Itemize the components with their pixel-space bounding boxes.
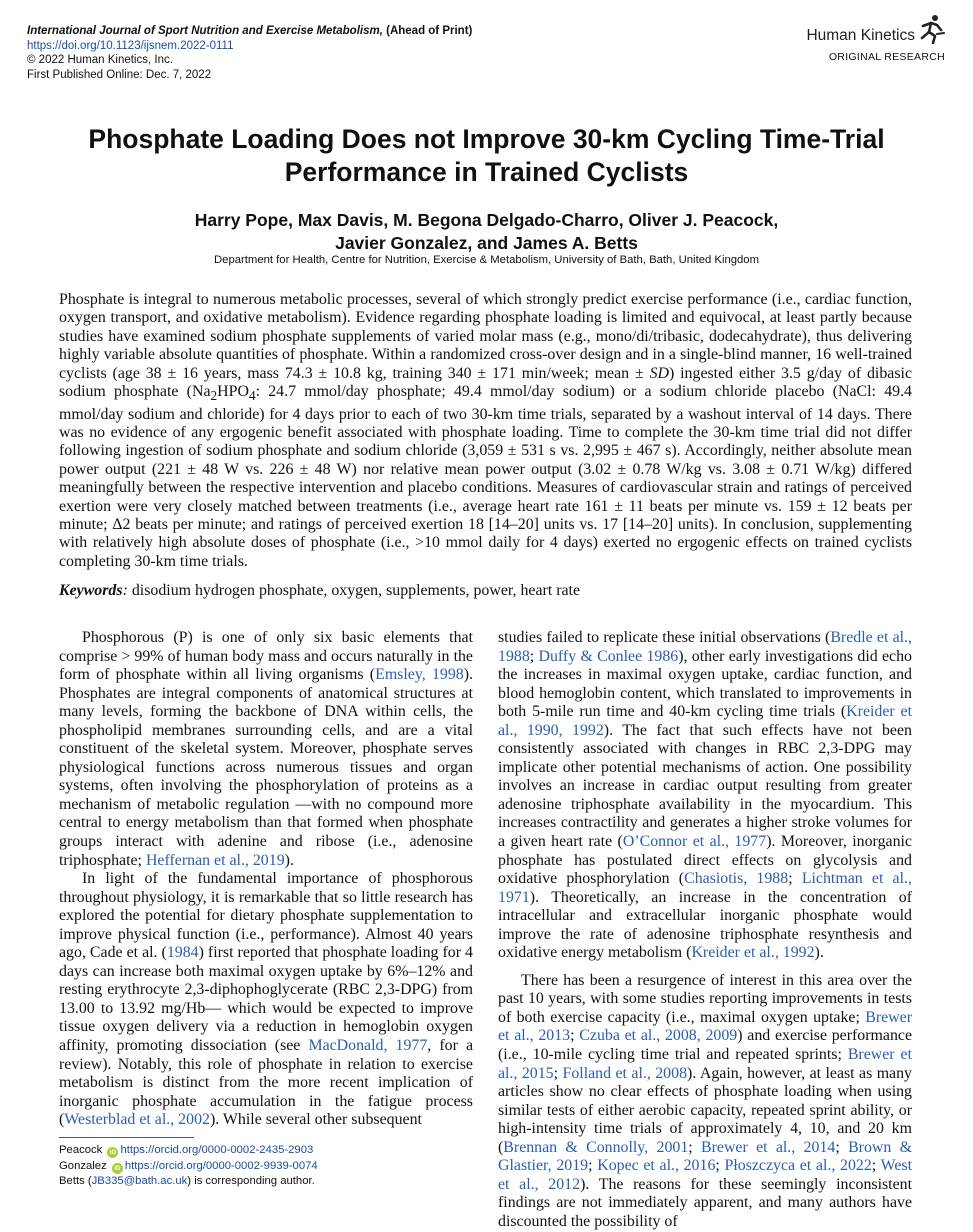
body-text: ). xyxy=(284,851,294,869)
footnote-gonzalez xyxy=(59,1159,318,1175)
citation-link[interactable]: Brown & Glastier, 2019 xyxy=(498,1138,912,1175)
citation-link[interactable]: Brennan & Connolly, 2001 xyxy=(503,1138,689,1156)
body-text: ). The reasons for these seemingly inconsistent findings are not immediately apparent, and many authors have discounted the possibility of xyxy=(498,1175,912,1230)
body-text: studies failed to replicate these initial observations ( xyxy=(498,629,831,646)
publisher-name: Human Kinetics xyxy=(806,27,915,44)
citation-link[interactable]: Kopec et al., 2016 xyxy=(597,1157,716,1175)
abstract-text: SD xyxy=(649,364,669,382)
citation-link[interactable]: Chasiotis, 1988 xyxy=(684,870,789,888)
footnote-author: Peacock xyxy=(59,1144,106,1156)
citation-link[interactable]: Emsley, 1998 xyxy=(375,666,464,684)
body-text: ; xyxy=(553,1064,563,1082)
citation-link[interactable]: O’Connor et al., 1977 xyxy=(622,833,767,851)
body-text: In light of the fundamental importance of phosphorous throughout physiology, it is remarkable that so little research has explored the potential for dietary phosphate supplementation to improve physical function (i.e., performance). Almost 40 years ago, Cade et al. ( xyxy=(59,870,473,962)
authors-line: Javier Gonzalez, and James A. Betts xyxy=(335,233,638,253)
body-text: ). While several other subsequent xyxy=(209,1111,422,1129)
citation-link[interactable]: Brewer et al., 2015 xyxy=(498,1046,912,1082)
keywords-label: Keywords xyxy=(59,582,123,599)
citation-link[interactable]: Brewer et al., 2013 xyxy=(498,1008,912,1045)
body-text: ). Again, however, at least as many articles show no clear effects of phosphate loading when using similar tests of either aerobic capacity, repeated sprint ability, or high-intensity time trials of approximately 4, 10, and 20 km ( xyxy=(498,1064,913,1156)
citation-link[interactable]: Kreider et al., 1992 xyxy=(691,944,815,962)
citation-link[interactable]: Czuba et al., 2008, 2009 xyxy=(579,1027,738,1045)
body-text: ; xyxy=(688,1138,701,1156)
citation-link[interactable]: Heffernan et al., 2019 xyxy=(145,851,285,869)
first-published-date: First Published Online: Dec. 7, 2022 xyxy=(27,68,212,81)
body-paragraph xyxy=(498,629,912,963)
citation-link[interactable]: West et al., 2012 xyxy=(498,1157,912,1193)
body-text: , for a review). Notably, this role of phosphate in relation to exercise metabolism is distinct from the more recent implication of inorganic phosphate accumulation in the fatigue process ( xyxy=(59,1037,474,1129)
author-list xyxy=(30,209,943,255)
body-text: ; xyxy=(835,1138,849,1156)
keywords-text: disodium hydrogen phosphate, oxygen, supplements, power, heart rate xyxy=(127,582,581,599)
citation-link[interactable]: Folland et al., 2008 xyxy=(562,1064,688,1082)
human-kinetics-logo-icon xyxy=(919,14,945,44)
article-type: ORIGINAL RESEARCH xyxy=(828,51,945,63)
footnote-peacock xyxy=(59,1143,318,1159)
abstract-text: : 24.7 mmol/day phosphate; 49.4 mmol/day sodium) or a sodium chloride placebo (NaCl: 49.4 mmol/day sodium and chloride) for 4 days prior to each of two 30-km time trials, separated by a washout interval of 14 days. There was no evidence of any ergogenic benefit associated with phosphate loading. Time to complete the 30-km time trial did not differ following ingestion of sodium phosphate and sodium chloride (3,059 ± 531 s vs. 2,995 ± 467 s). Accordingly, neither absolute mean power output (221 ± 48 W vs. 226 ± 48 W) nor relative mean power output (3.02 ± 0.78 W/kg vs. 3.08 ± 0.71 W/kg) differed meaningfully between the respective intervention and placebo conditions. Measures of cardiovascular strain and ratings of perceived exertion were very closely matched between treatments (i.e., average heart rate 161 ± 11 beats per minute vs. 159 ± 12 beats per minute; Δ2 beats per minute; and ratings of perceived exertion 18 [14–20] units vs. 17 [14–20] units). In conclusion, supplementing with relatively high absolute doses of phosphate (i.e., >10 mmol daily for 4 days) exerted no ergogenic effects on trained cyclists completing 30-km time trials. xyxy=(59,383,912,570)
publisher-block xyxy=(806,14,945,63)
body-text: ). Moreover, inorganic phosphate has postulated direct effects on glycolysis and oxidative phosphorylation ( xyxy=(498,833,912,888)
keywords-colon: : xyxy=(122,582,128,599)
footnote-text: ) is corresponding author. xyxy=(187,1175,315,1188)
body-paragraph xyxy=(498,972,912,1232)
citation-link[interactable]: Bredle et al., 1988 xyxy=(498,629,913,665)
body-text: ), other early investigations did echo the increases in maximal oxygen uptake, cardiac function, and blood hemoglobin content, which translated to improvements in both 5-mile run time and 40-km cycling time trials ( xyxy=(498,647,912,721)
orcid-link[interactable]: https://orcid.org/0000-0002-9939-0074 xyxy=(124,1159,318,1172)
body-text: ; xyxy=(529,647,539,665)
copyright: © 2022 Human Kinetics, Inc. xyxy=(27,54,173,66)
citation-link[interactable]: MacDonald, 1977 xyxy=(308,1037,428,1055)
body-text: ; xyxy=(788,870,802,888)
journal-citation xyxy=(27,24,472,39)
body-text: ). The fact that such effects have not been consistently associated with changes in RBC 2,3-DPG may implicate other potential mechanisms of action. One possibility involves an increase in cardiac output resulting from greater adenosine triphosphate availability in the myocardium. This increases contractility and generates a higher stroke volumes for a given heart rate ( xyxy=(498,721,912,851)
body-text: ; xyxy=(871,1157,881,1175)
email-link[interactable]: JB335@bath.ac.uk xyxy=(91,1175,188,1188)
citation-link[interactable]: Lichtman et al., 1971 xyxy=(498,870,912,906)
journal-name: International Journal of Sport Nutrition and Exercise Metabolism, xyxy=(27,25,383,37)
keywords xyxy=(59,582,912,600)
abstract-text: ) ingested either 3.5 g/day of dibasic sodium phosphate (Na xyxy=(59,364,912,401)
footnote-divider xyxy=(59,1137,194,1138)
body-text: ; xyxy=(570,1027,580,1045)
abstract xyxy=(59,291,912,571)
orcid-icon: iD xyxy=(107,1147,118,1158)
body-text: There has been a resurgence of interest in this area over the past 10 years, with some studies reporting improvements in tests of both exercise capacity (i.e., maximal oxygen uptake; xyxy=(498,971,912,1026)
body-text: ) and exercise performance (i.e., 10-mile cycling time trial and repeated sprints; xyxy=(498,1027,913,1064)
body-text: Phosphorous (P) is one of only six basic elements that comprise > 99% of human body mass and occurs naturally in the form of phosphate within all living organisms ( xyxy=(59,629,473,684)
body-text: ; xyxy=(588,1157,598,1175)
footnote-author: Betts ( xyxy=(59,1175,92,1188)
body-column-right xyxy=(498,629,912,1232)
citation-link[interactable]: Westerblad et al., 2002 xyxy=(64,1111,210,1129)
subscript: 4 xyxy=(248,388,256,404)
citation-link[interactable]: Kreider et al., 1990, 1992 xyxy=(498,703,912,739)
doi-link[interactable]: https://doi.org/10.1123/ijsnem.2022-0111 xyxy=(27,39,234,52)
subscript: 2 xyxy=(210,388,218,404)
orcid-icon: iD xyxy=(112,1163,123,1174)
footnote-author: Gonzalez xyxy=(59,1159,110,1172)
citation-link[interactable]: Brewer et al., 2014 xyxy=(701,1138,836,1156)
citation-link[interactable]: Duffy & Conlee 1986 xyxy=(538,647,679,665)
body-text: ). xyxy=(814,944,824,962)
body-text: ) first reported that phosphate loading for 4 days can increase both maximal oxygen uptake by 6%–12% and resting erythrocyte 2,3-diphophoglycerate (RBC 2,3-DPG) from 13.00 to 13.92 mg/Hb— which would be expected to improve tissue oxygen delivery via a reduction in hemoglobin oxygen affinity, promoting dissociation (see xyxy=(59,944,473,1055)
ahead-of-print: (Ahead of Print) xyxy=(382,25,473,37)
journal-header xyxy=(27,24,472,82)
body-text: ; xyxy=(715,1157,725,1175)
article-title: Phosphate Loading Does not Improve 30-km Cycling Time-Trial Performance in Trained Cyclists xyxy=(88,124,885,187)
citation-link[interactable]: 1984 xyxy=(166,944,199,962)
orcid-link[interactable]: https://orcid.org/0000-0002-2435-2903 xyxy=(120,1144,314,1156)
body-text: ). Theoretically, an increase in the concentration of intracellular and extracellular inorganic phosphate would improve the rate of adenosine triphosphate resynthesis and oxidative energy metabolism ( xyxy=(498,888,912,962)
authors-line: Harry Pope, Max Davis, M. Begona Delgado-Charro, Oliver J. Peacock, xyxy=(194,210,779,230)
citation-link[interactable]: Płoszczyca et al., 2022 xyxy=(724,1157,872,1175)
footnote-betts xyxy=(59,1174,318,1190)
body-paragraph xyxy=(59,870,473,1130)
body-column-left xyxy=(59,629,473,1130)
body-text: ). Phosphates are integral components of anatomical structures at many levels, forming the backbone of DNA within cells, the phospholipid membranes surrounding cells, and are a vital constituent of the skeletal system. Moreover, phosphate serves physiological functions across numerous tissues and organ systems, often involving the phosphorylation of proteins as a mechanism of metabolic regulation —with no compound more central to energy metabolism than that formed when phosphate groups interact with adenine and ribose (i.e., adenosine triphosphate; xyxy=(59,666,473,869)
body-paragraph xyxy=(59,629,473,870)
affiliation: Department for Health, Centre for Nutrition, Exercise & Metabolism, University of Bath, Bath, United Kingdom xyxy=(214,254,759,266)
footnotes xyxy=(59,1143,318,1190)
abstract-text: HPO xyxy=(217,383,249,401)
abstract-text: Phosphate is integral to numerous metabolic processes, several of which strongly predict exercise performance (i.e., cardiac function, oxygen transport, and oxidative metabolism). Evidence regarding phosphate loading is limited and equivocal, at least partly because studies have examined sodium phosphate supplements of varied molar mass (e.g., mono/di/tribasic, dodecahydrate), thus delivering highly variable absolute quantities of phosphate. Within a randomized cross-over design and in a single-blind manner, 16 well-trained cyclists (age 38 ± 16 years, mass 74.3 ± 10.8 kg, training 340 ± 171 min/week; mean ± xyxy=(59,291,912,382)
